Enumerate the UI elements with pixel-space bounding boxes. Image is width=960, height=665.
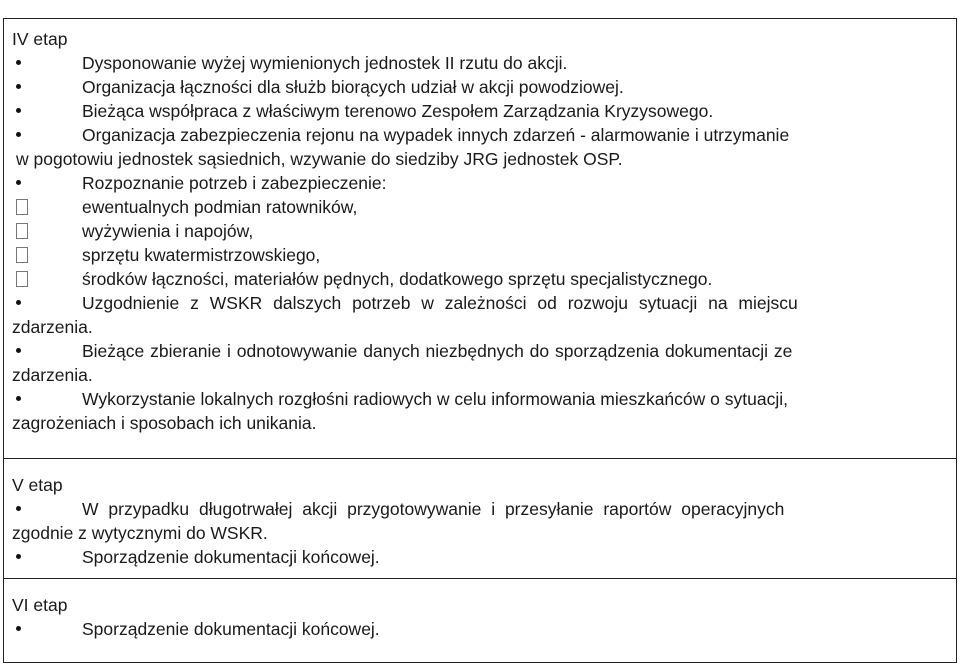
list-item-continuation: w pogotowiu jednostek sąsiednich, wzywanie do siedziby JRG jednostek OSP. xyxy=(16,149,623,169)
list-item: Bieżąca współpraca z właściwym terenowo Zespołem Zarządzania Kryzysowego. xyxy=(12,99,948,123)
bullet-icon xyxy=(16,51,32,75)
bullet-icon xyxy=(16,497,32,521)
list-item: Organizacja zabezpieczenia rejonu na wypadek innych zdarzeń - alarmowanie i utrzymanie w pogotowiu jednostek sąsiednich, wzywanie do siedziby JRG jednostek OSP. xyxy=(12,123,948,171)
bullet-icon xyxy=(16,387,32,411)
bullet-icon xyxy=(16,339,32,363)
stage-vi-section xyxy=(4,579,956,663)
sub-list-item: sprzętu kwatermistrzowskiego, xyxy=(12,243,948,267)
list-item: Rozpoznanie potrzeb i zabezpieczenie: xyxy=(12,171,948,195)
list-item-continuation: zgodnie z wytycznymi do WSKR. xyxy=(12,523,268,543)
list-item: Sporządzenie dokumentacji końcowej. xyxy=(12,545,948,569)
stage-title: VI etap xyxy=(12,595,68,615)
stage-title: V etap xyxy=(12,475,63,495)
bullet-icon xyxy=(16,291,32,315)
checkbox-square-icon xyxy=(16,195,32,219)
bullet-icon xyxy=(16,75,32,99)
list-item: Wykorzystanie lokalnych rozgłośni radiowych w celu informowania mieszkańców o sytuacji, zagrożeniach i sposobach ich unikania. xyxy=(12,387,948,435)
checkbox-square-icon xyxy=(16,219,32,243)
list-item-continuation: zdarzenia. xyxy=(12,365,93,385)
list-item: Dysponowanie wyżej wymienionych jednostek II rzutu do akcji. xyxy=(12,51,948,75)
stage-title: IV etap xyxy=(12,29,68,49)
list-item: W przypadku długotrwałej akcji przygotowywanie i przesyłanie raportów operacyjnych zgodnie z wytycznymi do WSKR. xyxy=(12,497,948,545)
list-item-continuation: zdarzenia. xyxy=(12,317,93,337)
stages-table xyxy=(3,18,957,663)
list-item: Organizacja łączności dla służb biorących udział w akcji powodziowej. xyxy=(12,75,948,99)
bullet-icon xyxy=(16,171,32,195)
sub-list-item: środków łączności, materiałów pędnych, dodatkowego sprzętu specjalistycznego. xyxy=(12,267,948,291)
stage-iv-section xyxy=(4,19,956,459)
checkbox-square-icon xyxy=(16,243,32,267)
list-item: Uzgodnienie z WSKR dalszych potrzeb w zależności od rozwoju sytuacji na miejscu zdarzenia. xyxy=(12,291,948,339)
sub-list-item: ewentualnych podmian ratowników, xyxy=(12,195,948,219)
bullet-icon xyxy=(16,123,32,147)
list-item-continuation: zagrożeniach i sposobach ich unikania. xyxy=(12,413,317,433)
bullet-icon xyxy=(16,545,32,569)
list-item: Sporządzenie dokumentacji końcowej. xyxy=(12,617,948,641)
checkbox-square-icon xyxy=(16,267,32,291)
bullet-icon xyxy=(16,617,32,641)
bullet-icon xyxy=(16,99,32,123)
stage-v-section xyxy=(4,459,956,579)
sub-list-item: wyżywienia i napojów, xyxy=(12,219,948,243)
list-item: Bieżące zbieranie i odnotowywanie danych niezbędnych do sporządzenia dokumentacji ze zdarzenia. xyxy=(12,339,948,387)
